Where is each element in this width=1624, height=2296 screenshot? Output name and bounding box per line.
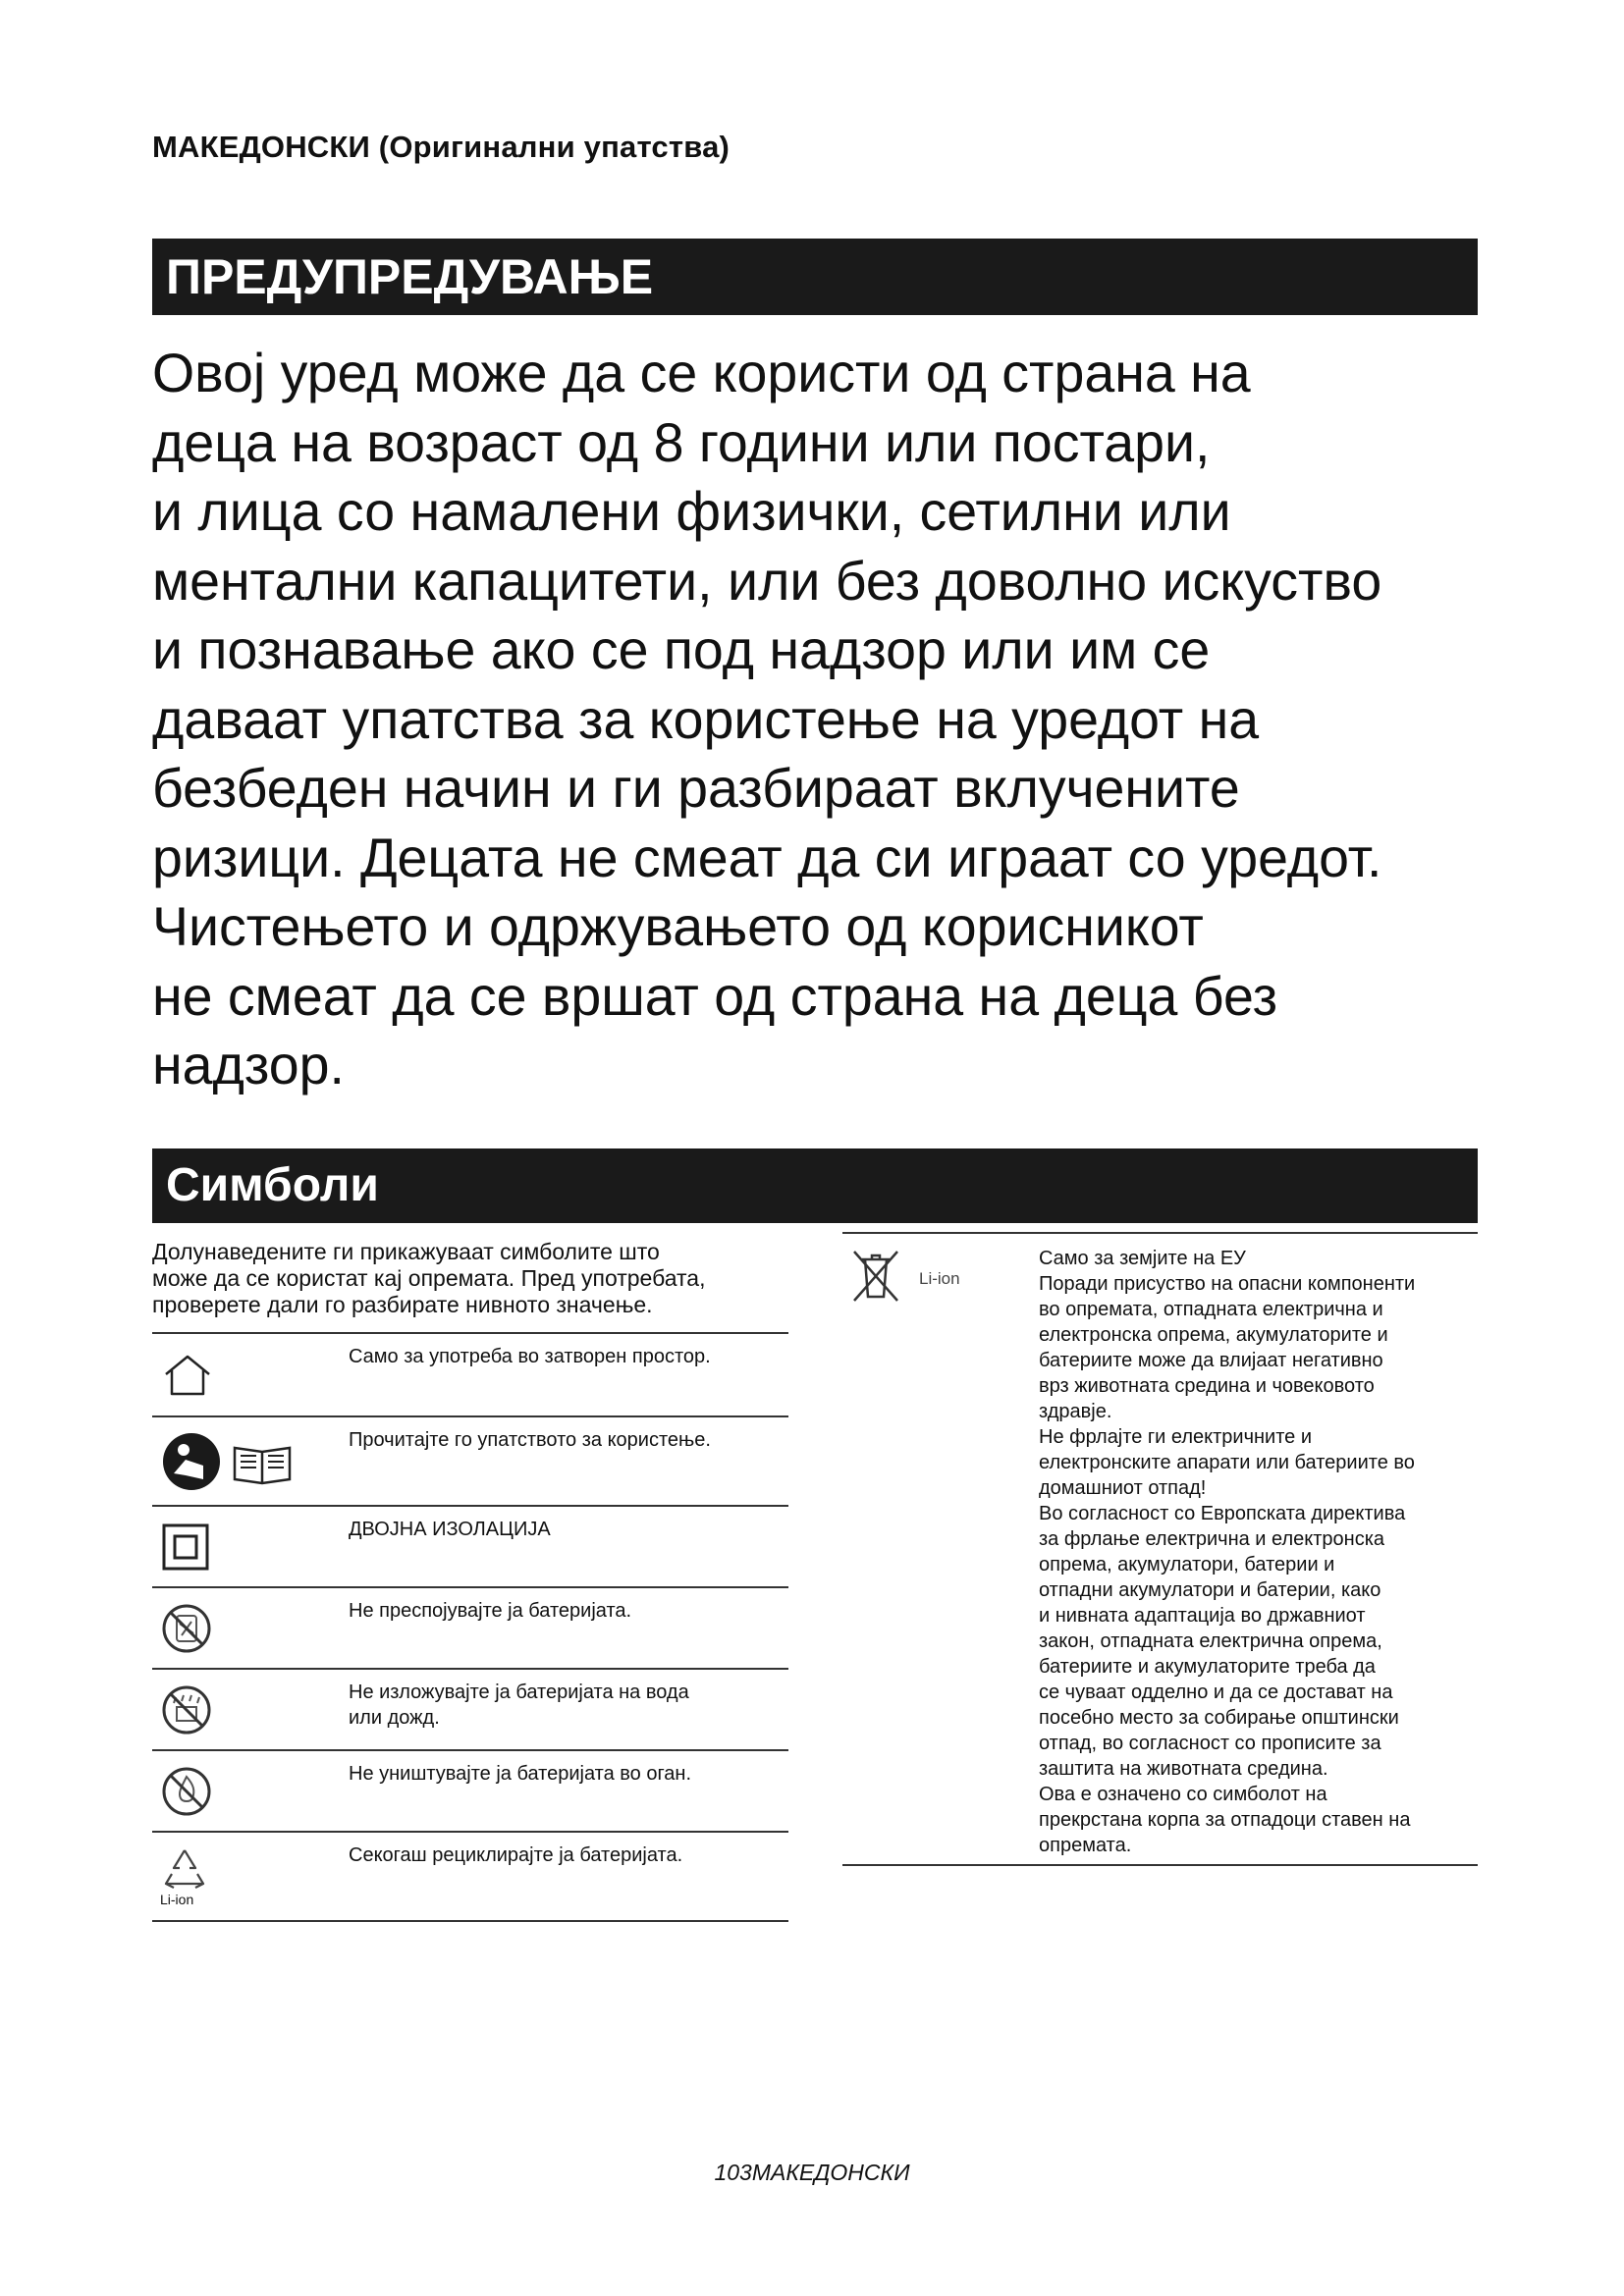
eu-line: и нивната адаптација во државниот <box>1039 1605 1366 1627</box>
warning-line: Чистењето и одржувањето од корисникот <box>152 896 1204 957</box>
eu-line: посебно место за собирање општински <box>1039 1707 1399 1729</box>
warning-line: ризици. Децата не смеат да си играат со уредот. <box>152 827 1382 888</box>
eu-line: закон, отпадната електрична опрема, <box>1039 1630 1382 1652</box>
symbol-row-indoor <box>152 1332 788 1415</box>
symbol-description: Не преспојувајте ја батеријата. <box>349 1600 632 1622</box>
warning-line: и лица со намалени физички, сетилни или <box>152 481 1231 542</box>
intro-line: може да се користат кај опремата. Пред употребата, <box>152 1265 706 1291</box>
eu-line: опремата. <box>1039 1835 1132 1856</box>
symbol-description: Само за употреба во затворен простор. <box>349 1346 711 1367</box>
eu-line: батериите може да влијаат негативно <box>1039 1350 1383 1371</box>
symbol-description: Не уништувајте ја батеријата во оган. <box>349 1763 692 1785</box>
warning-line: даваат упатства за користење на уредот на <box>152 688 1260 750</box>
double-insulation-icon <box>152 1507 349 1586</box>
eu-line: електронска опрема, акумулаторите и <box>1039 1324 1388 1346</box>
eu-disposal-text <box>1039 1234 1478 1858</box>
symbol-row-no-fire <box>152 1749 788 1831</box>
read-manual-icon <box>152 1417 349 1505</box>
eu-line: Не фрлајте ги електричните и <box>1039 1426 1312 1448</box>
eu-line: Во согласност со Европската директива <box>1039 1503 1406 1524</box>
no-fire-icon <box>152 1751 349 1831</box>
eu-line: Поради присуство на опасни компоненти <box>1039 1273 1416 1295</box>
symbol-row-double-insulation <box>152 1505 788 1586</box>
symbol-description: Не изложувајте ја батеријата на вода <box>349 1682 689 1703</box>
recycle-icon-label: Li-ion <box>160 1891 194 1907</box>
warning-line: не смеат да се вршат од страна на деца без <box>152 965 1278 1027</box>
warning-line: безбеден начин и ги разбираат вклучените <box>152 758 1240 819</box>
symbol-row-recycle <box>152 1831 788 1922</box>
eu-line: Само за земјите на ЕУ <box>1039 1248 1246 1269</box>
page-header-title: МАКЕДОНСКИ (Оригинални упатства) <box>152 130 731 164</box>
warning-line: и познавање ако се под надзор или им се <box>152 619 1211 680</box>
page-footer: 103МАКЕДОНСКИ <box>714 2160 910 2185</box>
eu-line: домашниот отпад! <box>1039 1477 1207 1499</box>
symbol-description: Секогаш рециклирајте ја батеријата. <box>349 1844 683 1866</box>
symbols-table <box>152 1239 788 1922</box>
symbol-description: Прочитајте го упатството за користење. <box>349 1429 711 1451</box>
warning-heading: ПРЕДУПРЕДУВАЊЕ <box>152 239 1478 315</box>
eu-line: прекрстана корпа за отпадоци ставен на <box>1039 1809 1411 1831</box>
eu-line: за фрлање електрична и електронска <box>1039 1528 1385 1550</box>
warning-line: Овој уред може да се користи од страна на <box>152 343 1251 403</box>
symbol-description: или дожд. <box>349 1707 440 1729</box>
eu-line: заштита на животната средина. <box>1039 1758 1328 1780</box>
crossed-bin-icon-label: Li-ion <box>919 1269 960 1288</box>
eu-line: се чуваат одделно и да се достават на <box>1039 1682 1393 1703</box>
eu-disposal-box <box>842 1232 1478 1866</box>
warning-paragraph <box>152 339 1546 1100</box>
recycle-icon <box>152 1833 349 1920</box>
eu-line: електронските апарати или батериите во <box>1039 1452 1415 1473</box>
eu-line: отпадни акумулатори и батерии, како <box>1039 1579 1381 1601</box>
no-water-icon <box>152 1670 349 1749</box>
eu-line: опрема, акумулатори, батерии и <box>1039 1554 1335 1575</box>
symbols-intro <box>152 1239 788 1318</box>
intro-line: Долунаведените ги прикажуваат симболите што <box>152 1239 660 1264</box>
symbol-row-no-short-circuit <box>152 1586 788 1668</box>
symbol-row-read-manual <box>152 1415 788 1505</box>
warning-line: деца на возраст од 8 години или постари, <box>152 411 1211 473</box>
eu-line: Ова е означено со симболот на <box>1039 1784 1327 1805</box>
warning-line: ментални капацитети, или без доволно искуство <box>152 550 1382 612</box>
intro-line: проверете дали го разбирате нивното значење. <box>152 1292 653 1317</box>
symbols-heading: Симболи <box>152 1148 1478 1223</box>
symbol-row-no-water <box>152 1668 788 1749</box>
no-short-circuit-icon <box>152 1588 349 1668</box>
eu-line: здравје. <box>1039 1401 1112 1422</box>
crossed-bin-icon <box>842 1234 1039 1858</box>
symbol-description: ДВОЈНА ИЗОЛАЦИЈА <box>349 1519 551 1540</box>
eu-line: во опремата, отпадната електрична и <box>1039 1299 1383 1320</box>
warning-line: надзор. <box>152 1035 345 1095</box>
house-icon <box>152 1334 349 1415</box>
eu-line: батериите и акумулаторите треба да <box>1039 1656 1376 1678</box>
eu-line: отпад, во согласност со прописите за <box>1039 1733 1381 1754</box>
eu-line: врз животната средина и човековото <box>1039 1375 1375 1397</box>
